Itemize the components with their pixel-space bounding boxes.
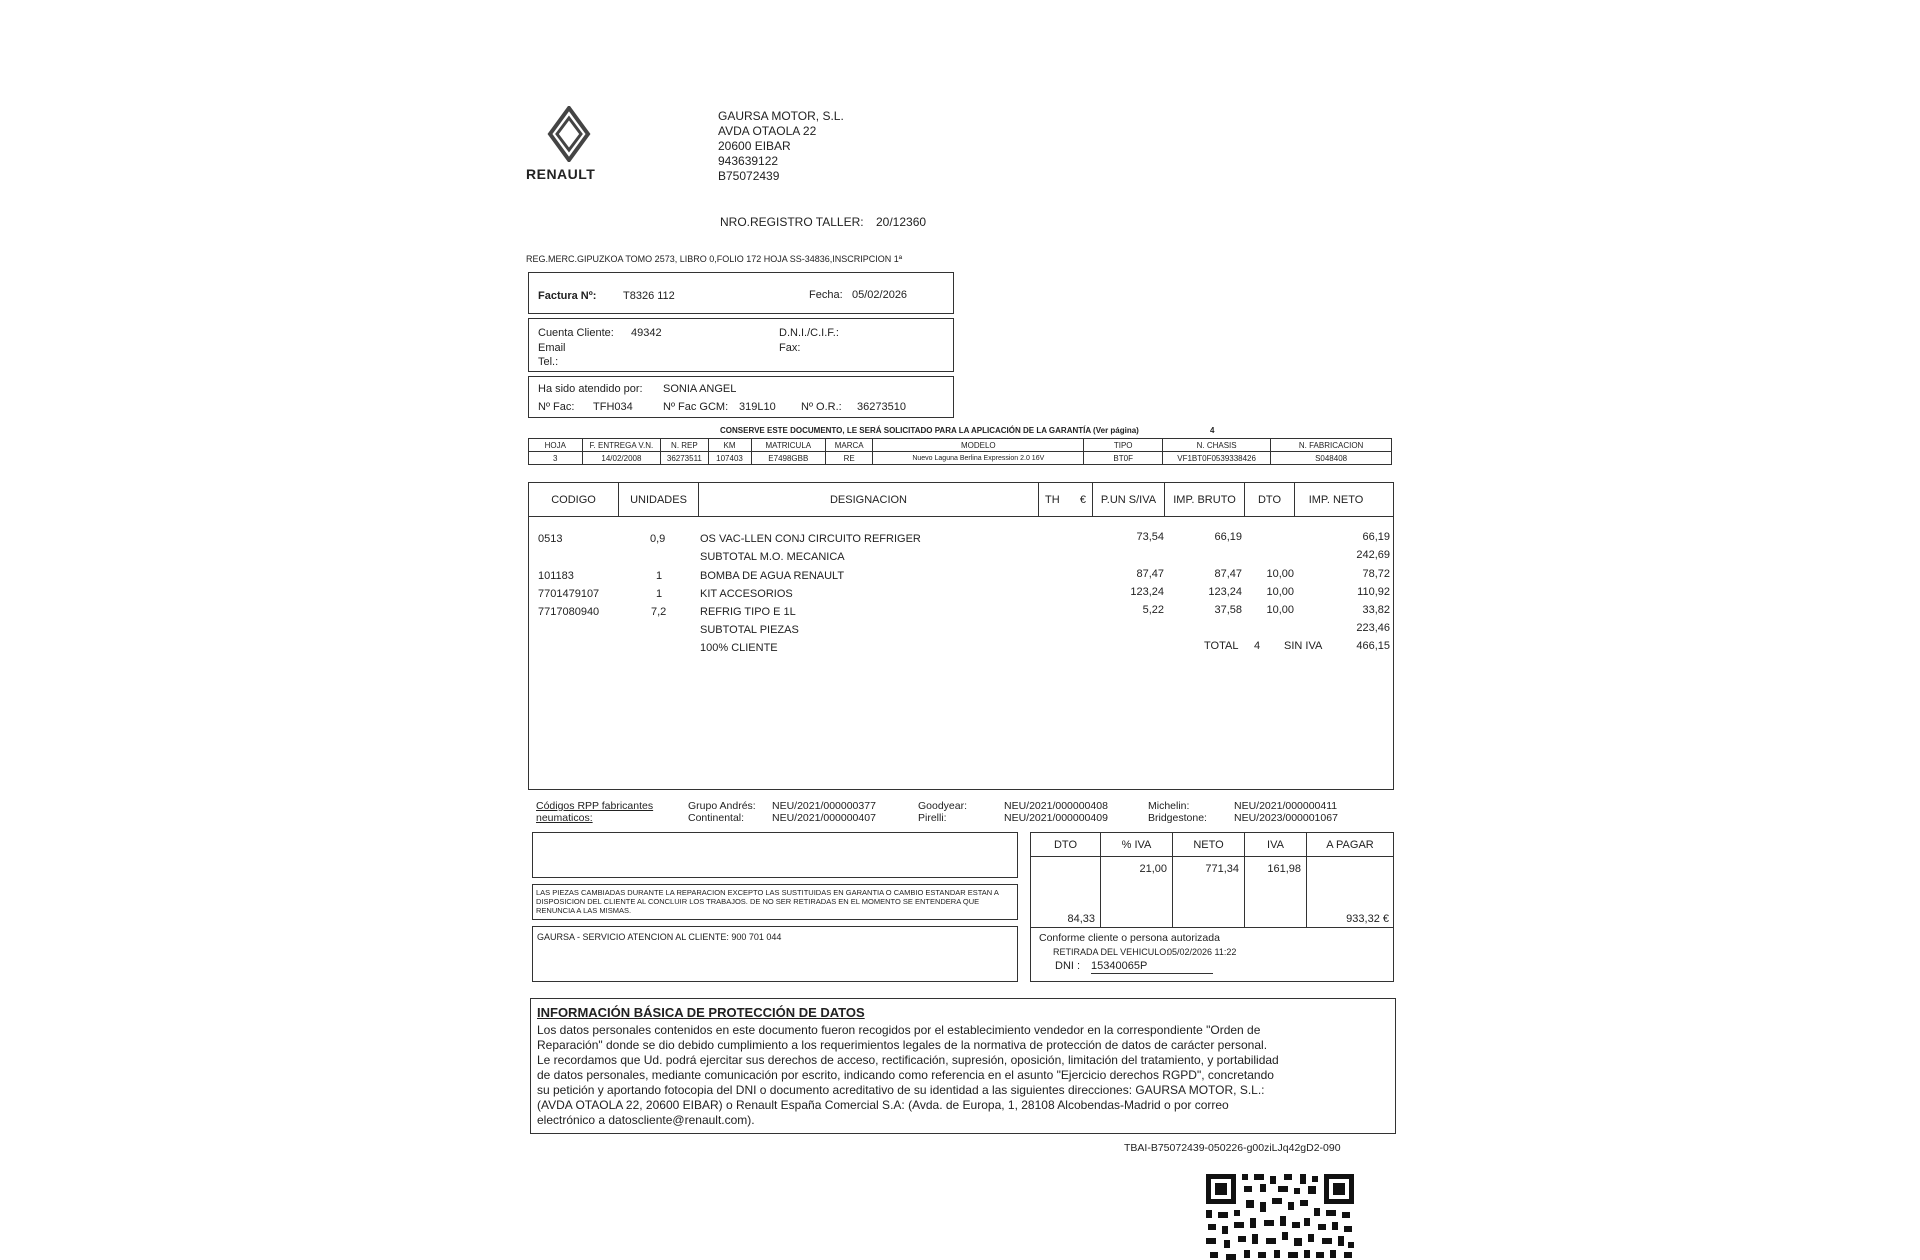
totals-iva: 161,98 (1267, 863, 1301, 875)
privacy-line: (AVDA OTAOLA 22, 20600 EIBAR) o Renault España Comercial S.A: (Avda. de Europa, 1, 28108 Alcobendas-Madrid o por correo (537, 1098, 1229, 1112)
vehicle-header-cell: N. FABRICACION (1271, 439, 1392, 452)
totals-col-pagar: A PAGAR (1326, 838, 1374, 851)
rpp-code: NEU/2021/000000377 (772, 800, 876, 812)
item-pun: 87,47 (1136, 568, 1164, 580)
item-designacion: 100% CLIENTE (700, 642, 778, 654)
vehicle-header-cell: MATRICULA (751, 439, 826, 452)
totals-col-iva-pct: % IVA (1101, 833, 1173, 856)
item-neto: 242,69 (1356, 549, 1390, 561)
gcm-value: 319L10 (739, 401, 776, 413)
item-neto: 466,15 (1356, 640, 1390, 652)
rpp-name: Continental: (688, 812, 745, 824)
item-neto: 33,82 (1362, 604, 1390, 616)
rpp-code: NEU/2021/000000409 (1004, 812, 1108, 824)
item-dto: 10,00 (1266, 586, 1294, 598)
conforme-box (1030, 928, 1394, 982)
privacy-line: su petición y aportando fotocopia del DNI o documento acreditativo de su identidad a las siguientes direcciones: GAURSA MOTOR, S.L.: (537, 1083, 1265, 1097)
privacy-line: de datos personales, mediante comunicación por escrito, indicando como referencia en el asunto "Ejercicio derechos RGPD", concretando (537, 1068, 1274, 1082)
vehicle-header-cell: MODELO (873, 439, 1084, 452)
item-unidades: 1 (656, 570, 663, 582)
or-label: Nº O.R.: (801, 401, 842, 413)
vehicle-header-cell: MARCA (826, 439, 873, 452)
item-designacion: KIT ACCESORIOS (700, 588, 793, 600)
item-designacion: SUBTOTAL M.O. MECANICA (700, 551, 845, 563)
tbai-code: TBAI-B75072439-050226-g00ziLJq42gD2-090 (1124, 1142, 1341, 1154)
rpp-code: NEU/2021/000000408 (1004, 800, 1108, 812)
cuenta-label: Cuenta Cliente: (538, 327, 614, 339)
totals-pagar: 933,32 € (1346, 913, 1389, 925)
blank-box (532, 832, 1018, 878)
rpp-name: Pirelli: (918, 812, 947, 824)
dni-cif-label: D.N.I./C.I.F.: (779, 327, 839, 339)
items-header (529, 483, 1393, 517)
vehicle-header-cell: KM (708, 439, 751, 452)
piezas-note-box (532, 884, 1018, 920)
vehicle-table (528, 438, 1392, 465)
totals-box (1030, 832, 1394, 928)
col-neto: IMP. NETO (1308, 493, 1364, 506)
warranty-note: CONSERVE ESTE DOCUMENTO, LE SERÁ SOLICITADO PARA LA APLICACIÓN DE LA GARANTÍA (Ver página) (720, 426, 1139, 435)
warranty-page: 4 (1210, 426, 1215, 435)
item-neto: 66,19 (1362, 531, 1390, 543)
conforme-label: Conforme cliente o persona autorizada (1039, 932, 1220, 944)
privacy-title: INFORMACIÓN BÁSICA DE PROTECCIÓN DE DATOS (537, 1005, 865, 1020)
dni-label: DNI : (1055, 960, 1081, 972)
rpp-label-1: Códigos RPP fabricantes (536, 800, 654, 812)
col-pun: P.UN S/IVA (1093, 483, 1165, 516)
col-th-label: TH (1045, 493, 1060, 506)
item-pun: 73,54 (1136, 531, 1164, 543)
item-dto: 10,00 (1266, 568, 1294, 580)
totals-col-dto: DTO (1031, 833, 1101, 856)
company-cif: B75072439 (718, 169, 780, 183)
item-unidades: 1 (656, 588, 663, 600)
item-neto: 110,92 (1357, 586, 1390, 598)
vehicle-value-cell: 36273511 (661, 452, 708, 465)
factura-value: T8326 112 (623, 290, 675, 302)
company-city: 20600 EIBAR (718, 139, 791, 153)
item-codigo: 7717080940 (538, 606, 600, 618)
brand-name: RENAULT (526, 166, 596, 182)
total-label: TOTAL (1204, 640, 1239, 652)
item-bruto: 87,47 (1214, 568, 1242, 580)
item-bruto: 123,24 (1208, 586, 1242, 598)
company-address: AVDA OTAOLA 22 (718, 124, 817, 138)
fecha-value: 05/02/2026 (852, 289, 908, 301)
invoice-box (528, 272, 954, 314)
item-codigo: 101183 (538, 570, 574, 582)
taller-label: NRO.REGISTRO TALLER: (720, 215, 864, 229)
attended-label: Ha sido atendido por: (538, 383, 643, 395)
renault-logo-icon (544, 106, 594, 162)
rpp-name: Goodyear: (918, 800, 968, 812)
item-neto: 78,72 (1362, 568, 1390, 580)
or-value: 36273510 (857, 401, 906, 413)
rpp-name: Grupo Andrés: (688, 800, 756, 812)
rpp-code: NEU/2023/000001067 (1234, 812, 1338, 824)
registro-mercantil: REG.MERC.GIPUZKOA TOMO 2573, LIBRO 0,FOLIO 172 HOJA SS-34836,INSCRIPCION 1ª (526, 254, 903, 264)
total-num: 4 (1254, 640, 1261, 652)
company-name: GAURSA MOTOR, S.L. (718, 109, 844, 123)
piezas-note: LAS PIEZAS CAMBIADAS DURANTE LA REPARACION EXCEPTO LAS SUSTITUIDAS EN GARANTIA O CAMBIO ESTANDAR ESTAN A DISPOSICION DEL CLIENTE AL CONCLUIR LOS TRABAJOS. DE NO SER RETIRADAS EN EL MOMENTO SE ENTENDERA QUE RENUNCIA A LAS MISMAS. (536, 888, 999, 915)
qr-code-icon (1204, 1172, 1356, 1260)
item-dto: 10,00 (1266, 604, 1294, 616)
privacy-line: Reparación" donde se dio debido cumplimiento a los requerimientos legales de la normativa de protección de datos de carácter personal. (537, 1038, 1268, 1052)
retirada-label: RETIRADA DEL VEHICULO: (1053, 947, 1169, 957)
item-unidades: 0,9 (650, 533, 666, 545)
cuenta-value: 49342 (631, 327, 662, 339)
item-codigo: 7701479107 (538, 588, 600, 600)
totals-col-neto: NETO (1173, 833, 1245, 856)
attended-box (528, 376, 954, 418)
item-neto: 223,46 (1356, 622, 1390, 634)
vehicle-value-row (529, 452, 1392, 465)
col-th (1039, 483, 1093, 516)
fax-label: Fax: (779, 342, 801, 354)
company-phone: 943639122 (718, 154, 779, 168)
total-siniva: SIN IVA (1284, 640, 1323, 652)
rpp-name: Michelin: (1148, 800, 1190, 812)
privacy-box (530, 998, 1396, 1134)
vehicle-header-cell: N. CHASIS (1163, 439, 1271, 452)
totals-header (1031, 833, 1393, 857)
taller-value: 20/12360 (876, 215, 927, 229)
nfac-value: TFH034 (593, 401, 633, 413)
col-eur-label: € (1079, 493, 1086, 506)
item-pun: 123,24 (1130, 586, 1164, 598)
vehicle-header-cell: F. ENTREGA V.N. (582, 439, 661, 452)
item-designacion: SUBTOTAL PIEZAS (700, 624, 799, 636)
col-designacion: DESIGNACION (699, 483, 1039, 516)
service-phone: GAURSA - SERVICIO ATENCION AL CLIENTE: 900 701 044 (537, 932, 782, 942)
vehicle-value-cell: 14/02/2008 (582, 452, 661, 465)
rpp-label-2: neumaticos: (536, 812, 593, 824)
email-label: Email (538, 342, 566, 354)
rpp-name: Bridgestone: (1148, 812, 1207, 824)
item-unidades: 7,2 (651, 606, 667, 618)
fecha-label: Fecha: (809, 289, 843, 301)
item-designacion: REFRIG TIPO E 1L (700, 606, 796, 618)
rpp-code: NEU/2021/000000407 (772, 812, 876, 824)
retirada-value: 05/02/2026 11:22 (1167, 947, 1237, 957)
vehicle-value-cell: E7498GBB (751, 452, 826, 465)
rpp-code: NEU/2021/000000411 (1234, 800, 1338, 812)
item-codigo: 0513 (538, 533, 563, 545)
privacy-line: Le recordamos que Ud. podrá ejercitar sus derechos de acceso, rectificación, supresión, oposición, limitación del tratamiento, y portabilidad (537, 1053, 1279, 1067)
vehicle-header-row (529, 439, 1392, 452)
vehicle-value-cell: S048408 (1271, 452, 1392, 465)
item-bruto: 66,19 (1214, 531, 1242, 543)
vehicle-value-cell: Nuevo Laguna Berlina Expression 2.0 16V (873, 452, 1084, 465)
col-bruto: IMP. BRUTO (1165, 483, 1245, 516)
vehicle-header-cell: HOJA (529, 439, 583, 452)
privacy-line: Los datos personales contenidos en este documento fueron recogidos por el establecimiento vendedor en la correspondiente "Orden de (537, 1023, 1261, 1037)
item-pun: 5,22 (1142, 604, 1164, 616)
totals-neto: 771,34 (1205, 863, 1239, 875)
vehicle-header-cell: TIPO (1084, 439, 1163, 452)
nfac-label: Nº Fac: (538, 401, 575, 413)
col-codigo: CODIGO (529, 483, 619, 516)
attended-value: SONIA ANGEL (663, 383, 737, 395)
factura-label: Factura Nº: (538, 290, 597, 302)
vehicle-value-cell: VF1BT0F0539338426 (1163, 452, 1271, 465)
totals-dto: 84,33 (1067, 913, 1095, 925)
gcm-label: Nº Fac GCM: (663, 401, 729, 413)
vehicle-value-cell: BT0F (1084, 452, 1163, 465)
tel-label: Tel.: (538, 356, 559, 368)
vehicle-value-cell: 3 (529, 452, 583, 465)
service-box (532, 926, 1018, 982)
client-box (528, 318, 954, 372)
items-box (528, 482, 1394, 790)
col-unidades: UNIDADES (619, 483, 699, 516)
vehicle-value-cell: 107403 (708, 452, 751, 465)
totals-col-iva: IVA (1245, 833, 1307, 856)
dni-value: 15340065P (1091, 960, 1213, 974)
col-dto: DTO (1245, 483, 1295, 516)
vehicle-value-cell: RE (826, 452, 873, 465)
privacy-line: electrónico a datoscliente@renault.com). (537, 1113, 755, 1127)
item-designacion: BOMBA DE AGUA RENAULT (700, 570, 845, 582)
item-designacion: OS VAC-LLEN CONJ CIRCUITO REFRIGER (700, 533, 921, 545)
item-bruto: 37,58 (1214, 604, 1242, 616)
totals-iva-pct: 21,00 (1139, 863, 1167, 875)
vehicle-header-cell: N. REP (661, 439, 708, 452)
